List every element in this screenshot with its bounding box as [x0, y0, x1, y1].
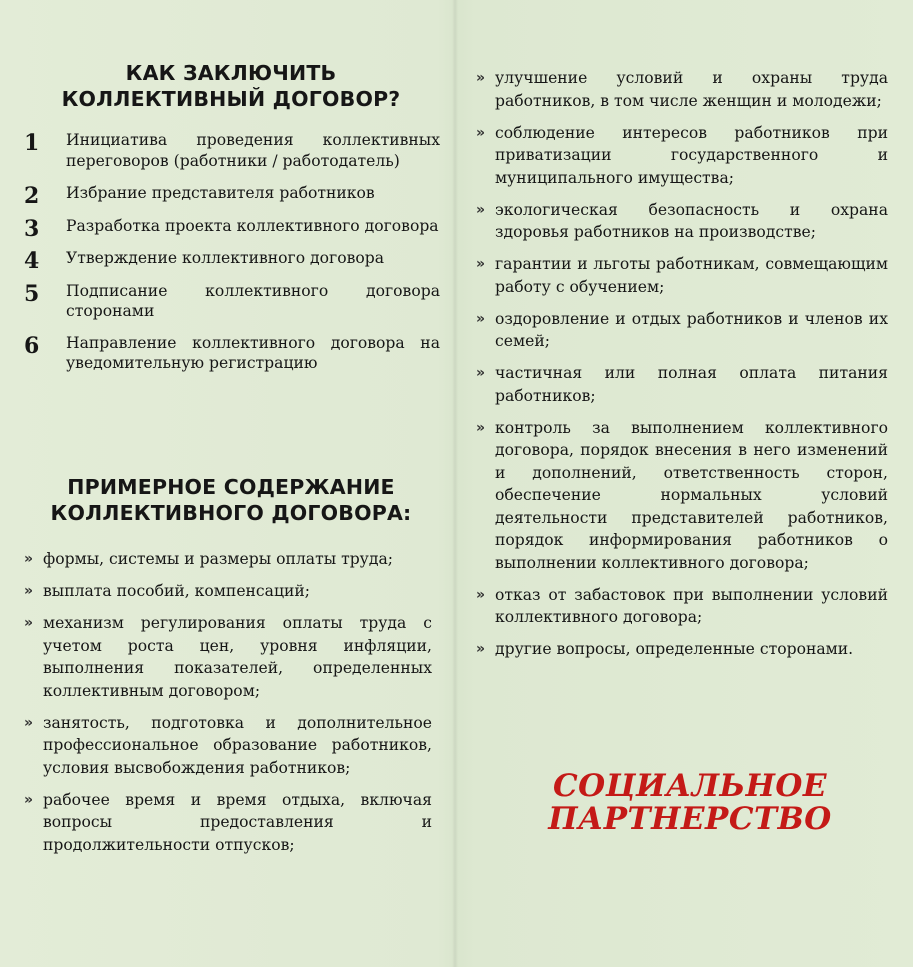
- step-text: Направление коллективного договора на уведомительную регистрацию: [66, 333, 440, 372]
- bullet-mark: »: [476, 70, 486, 86]
- content-list-left: [22, 548, 432, 866]
- bullet-mark: »: [476, 310, 486, 327]
- step-item: [22, 215, 440, 242]
- page-fold: [452, 0, 458, 967]
- bullet-mark: »: [24, 615, 34, 631]
- content-item: [474, 199, 888, 244]
- bullet-mark: »: [476, 586, 486, 603]
- step-text: Разработка проекта коллективного договора: [66, 216, 439, 235]
- content-heading: [22, 474, 440, 526]
- content-item-text: занятость, подготовка и дополнительное профессиональное образование работников, условия высвобождения работников;: [43, 713, 432, 777]
- bullet-mark: »: [24, 551, 34, 567]
- step-item: [22, 248, 440, 274]
- content-heading-line2: КОЛЛЕКТИВНОГО ДОГОВОРА:: [50, 501, 412, 525]
- brand-line1: СОЦИАЛЬНОЕ: [552, 768, 828, 804]
- content-item-text: отказ от забастовок при выполнении условий коллективного договора;: [495, 585, 888, 626]
- how-to-heading-line1: КАК ЗАКЛЮЧИТЬ: [125, 61, 337, 85]
- content-item: [474, 67, 888, 112]
- content-item: [474, 417, 888, 575]
- step-item: [22, 333, 440, 374]
- how-to-heading: [22, 60, 440, 112]
- content-item: [474, 362, 888, 407]
- step-number: 4: [24, 248, 40, 274]
- steps-list: [22, 130, 440, 374]
- content-item: [474, 308, 888, 353]
- content-item: [474, 253, 888, 298]
- content-item: [474, 584, 888, 629]
- content-item: [474, 122, 888, 190]
- brand-line2: ПАРТНЕРСТВО: [548, 801, 832, 837]
- step-item: [22, 130, 440, 171]
- brand-title: [540, 770, 840, 836]
- content-item: [22, 580, 432, 603]
- bullet-mark: »: [476, 201, 486, 218]
- step-text: Утверждение коллективного договора: [66, 249, 385, 267]
- bullet-mark: »: [24, 583, 34, 599]
- content-item: [474, 638, 888, 661]
- bullet-mark: »: [24, 714, 34, 731]
- step-number: 3: [24, 215, 40, 242]
- content-item-text: гарантии и льготы работникам, совмещающим работу с обучением;: [495, 255, 888, 296]
- step-number: 6: [24, 332, 40, 359]
- content-item-text: оздоровление и отдых работников и членов их семей;: [495, 309, 888, 350]
- step-item: [22, 183, 440, 209]
- bullet-mark: »: [476, 365, 486, 381]
- content-item-text: механизм регулирования оплаты труда с учетом роста цен, уровня инфляции, выполнения показателей, определенных коллективным договором;: [43, 614, 432, 700]
- content-item: [22, 612, 432, 702]
- content-item-text: улучшение условий и охраны труда работников, в том числе женщин и молодежи;: [495, 69, 888, 110]
- bullet-mark: »: [476, 124, 486, 141]
- bullet-mark: »: [24, 791, 34, 808]
- content-item-text: другие вопросы, определенные сторонами.: [495, 640, 854, 658]
- step-text: Инициатива проведения коллективных переговоров (работники / работодатель): [66, 131, 440, 170]
- content-item-text: выплата пособий, компенсаций;: [43, 582, 311, 600]
- step-number: 2: [24, 183, 40, 209]
- content-item-text: соблюдение интересов работников при приватизации государственного и муниципального имущества;: [495, 123, 888, 187]
- content-item-text: контроль за выполнением коллективного договора, порядок внесения в него изменений и дополнений, ответственность сторон, обеспечение нормальных условий деятельности представителей работников, порядок информирования работников о выполнении коллективного договора;: [495, 418, 888, 572]
- content-item-text: формы, системы и размеры оплаты труда;: [43, 550, 393, 568]
- content-list-right: [474, 67, 888, 670]
- content-item-text: частичная или полная оплата питания работников;: [495, 364, 888, 405]
- content-item-text: рабочее время и время отдыха, включая вопросы предоставления и продолжительности отпусков;: [43, 790, 432, 854]
- how-to-heading-line2: КОЛЛЕКТИВНЫЙ ДОГОВОР?: [61, 87, 401, 111]
- step-text: Подписание коллективного договора сторонами: [66, 281, 440, 320]
- content-item-text: экологическая безопасность и охрана здоровья работников на производстве;: [495, 200, 888, 241]
- bullet-mark: »: [476, 256, 486, 272]
- content-item: [22, 712, 432, 780]
- content-item: [22, 548, 432, 571]
- step-text: Избрание представителя работников: [66, 184, 375, 202]
- content-heading-line1: ПРИМЕРНОЕ СОДЕРЖАНИЕ: [67, 475, 395, 499]
- step-number: 1: [24, 130, 40, 156]
- bullet-mark: »: [476, 641, 486, 657]
- content-item: [22, 789, 432, 857]
- step-item: [22, 281, 440, 322]
- step-number: 5: [24, 280, 40, 307]
- bullet-mark: »: [476, 419, 486, 436]
